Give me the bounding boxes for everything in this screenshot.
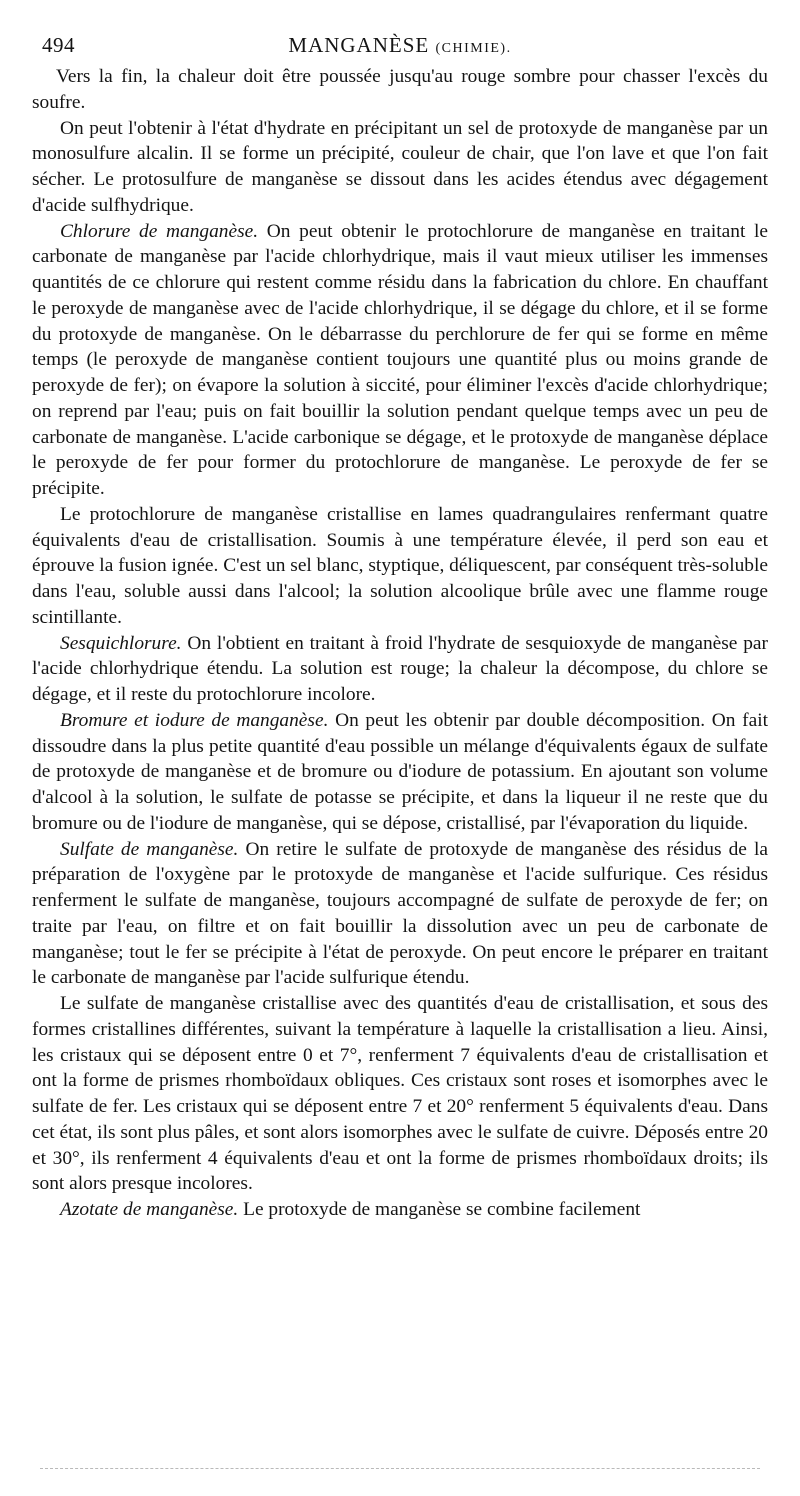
running-title xyxy=(32,28,768,66)
paragraph-lead: Chlorure de manganèse. xyxy=(60,220,259,242)
paragraph-lead: Azotate de manganèse. xyxy=(60,1199,239,1220)
paragraph-text: Le protochlorure de manganèse cristallise en lames quadrangulaires renfermant quatre équivalents d'eau de cristallisation. Soumis à une température élevée, il perd son eau et éprouve la fusion ignée. C'est un sel blanc, styptique, déliquescent, par conséquent très-soluble dans l'eau, soluble aussi dans l'alcool; la solution alcoolique brûle avec une flamme rouge scintillante. xyxy=(32,503,768,628)
book-page xyxy=(32,28,768,1223)
running-title-main: MANGANÈSE xyxy=(288,33,430,57)
paragraph xyxy=(32,991,768,1197)
paragraph-text: On peut l'obtenir à l'état d'hydrate en précipitant un sel de protoxyde de manganèse par un monosulfure alcalin. Il se forme un précipité, couleur de chair, que l'on lave et que l'on fait sécher. Le protosulfure de manganèse se dissout dans les acides étendus avec dégagement d'acide sulfhydrique. xyxy=(32,117,768,216)
page-body xyxy=(32,64,768,1223)
paragraph-text: Le protoxyde de manganèse se combine facilement xyxy=(238,1199,641,1220)
running-title-subtitle: (CHIMIE). xyxy=(435,41,512,56)
paragraph-text: On l'obtient en traitant à froid l'hydrate de sesquioxyde de manganèse par l'acide chlorhydrique étendu. La solution est rouge; la chaleur la décompose, du chlore se dégage, et il reste du protochlorure incolore. xyxy=(32,632,768,705)
paragraph xyxy=(32,219,768,502)
paragraph-text: Vers la fin, la chaleur doit être poussée jusqu'au rouge sombre pour chasser l'excès du soufre. xyxy=(32,66,768,113)
paragraph-text: On peut les obtenir par double décomposition. On fait dissoudre dans la plus petite quantité d'eau possible un mélange d'équivalents égaux de sulfate de protoxyde de manganèse et de bromure ou d'iodure de potassium. En ajoutant son volume d'alcool à la solution, le sulfate de potasse se précipite, et dans la liqueur il ne reste que du bromure ou de l'iodure de manganèse, qui se dépose, cristallisé, par l'évaporation du liquide. xyxy=(32,709,768,834)
page-number: 494 xyxy=(42,33,75,57)
paragraph xyxy=(32,631,768,708)
paragraph xyxy=(32,1197,768,1223)
paragraph xyxy=(32,64,768,116)
paragraph-lead: Sesquichlorure. xyxy=(60,632,182,654)
footer-rule xyxy=(40,1468,760,1469)
paragraph xyxy=(32,708,768,837)
paragraph-text: Le sulfate de manganèse cristallise avec des quantités d'eau de cristallisation, et sous des formes cristallines différentes, suivant la température à laquelle la cristallisation a lieu. Ainsi, les cristaux qui se déposent entre 0 et 7°, renferment 7 équivalents d'eau de cristallisation et ont la forme de prismes rhomboïdaux obliques. Ces cristaux sont roses et isomorphes avec le sulfate de fer. Les cristaux qui se déposent entre 7 et 20° renferment 5 équivalents d'eau. Dans cet état, ils sont plus pâles, et sont alors isomorphes avec le sulfate de cuivre. Déposés entre 20 et 30°, ils renferment 4 équivalents d'eau et ont la forme de prismes rhomboïdaux droits; ils sont alors presque incolores. xyxy=(32,993,768,1195)
paragraph-text: On retire le sulfate de protoxyde de manganèse des résidus de la préparation de l'oxygène par le protoxyde de manganèse et l'acide sulfurique. Ces résidus renferment le sulfate de manganèse, toujours accompagné de sulfate de peroxyde de fer; on traite par l'eau, on filtre et on fait bouillir la dissolution avec un peu de carbonate de manganèse; tout le fer se précipite à l'état de peroxyde. On peut encore le préparer en traitant le carbonate de manganèse par l'acide sulfurique étendu. xyxy=(32,838,768,989)
paragraph xyxy=(32,116,768,219)
running-header xyxy=(32,28,768,62)
paragraph xyxy=(32,837,768,992)
paragraph-text: On peut obtenir le protochlorure de manganèse en traitant le carbonate de manganèse par l'acide chlorhydrique, mais il vaut mieux utiliser les immenses quantités de ce chlorure qui restent comme résidu dans la fabrication du chlore. En chauffant le peroxyde de manganèse avec de l'acide chlorhydrique, il se dégage du chlore, et il se forme du protoxyde de manganèse. On le débarrasse du perchlorure de fer qui se forme en même temps (le peroxyde de manganèse contient toujours une quantité plus ou moins grande de peroxyde de fer); on évapore la solution à siccité, pour éliminer l'excès d'acide chlorhydrique; on reprend par l'eau; puis on fait bouillir la solution pendant quelque temps avec un peu de carbonate de manganèse. L'acide carbonique se dégage, et le protoxyde de manganèse déplace le peroxyde de fer pour former du protochlorure de manganèse. Le peroxyde de fer se précipite. xyxy=(32,220,768,499)
paragraph xyxy=(32,502,768,631)
paragraph-lead: Bromure et iodure de manganèse. xyxy=(60,709,329,731)
paragraph-lead: Sulfate de manganèse. xyxy=(60,838,239,860)
